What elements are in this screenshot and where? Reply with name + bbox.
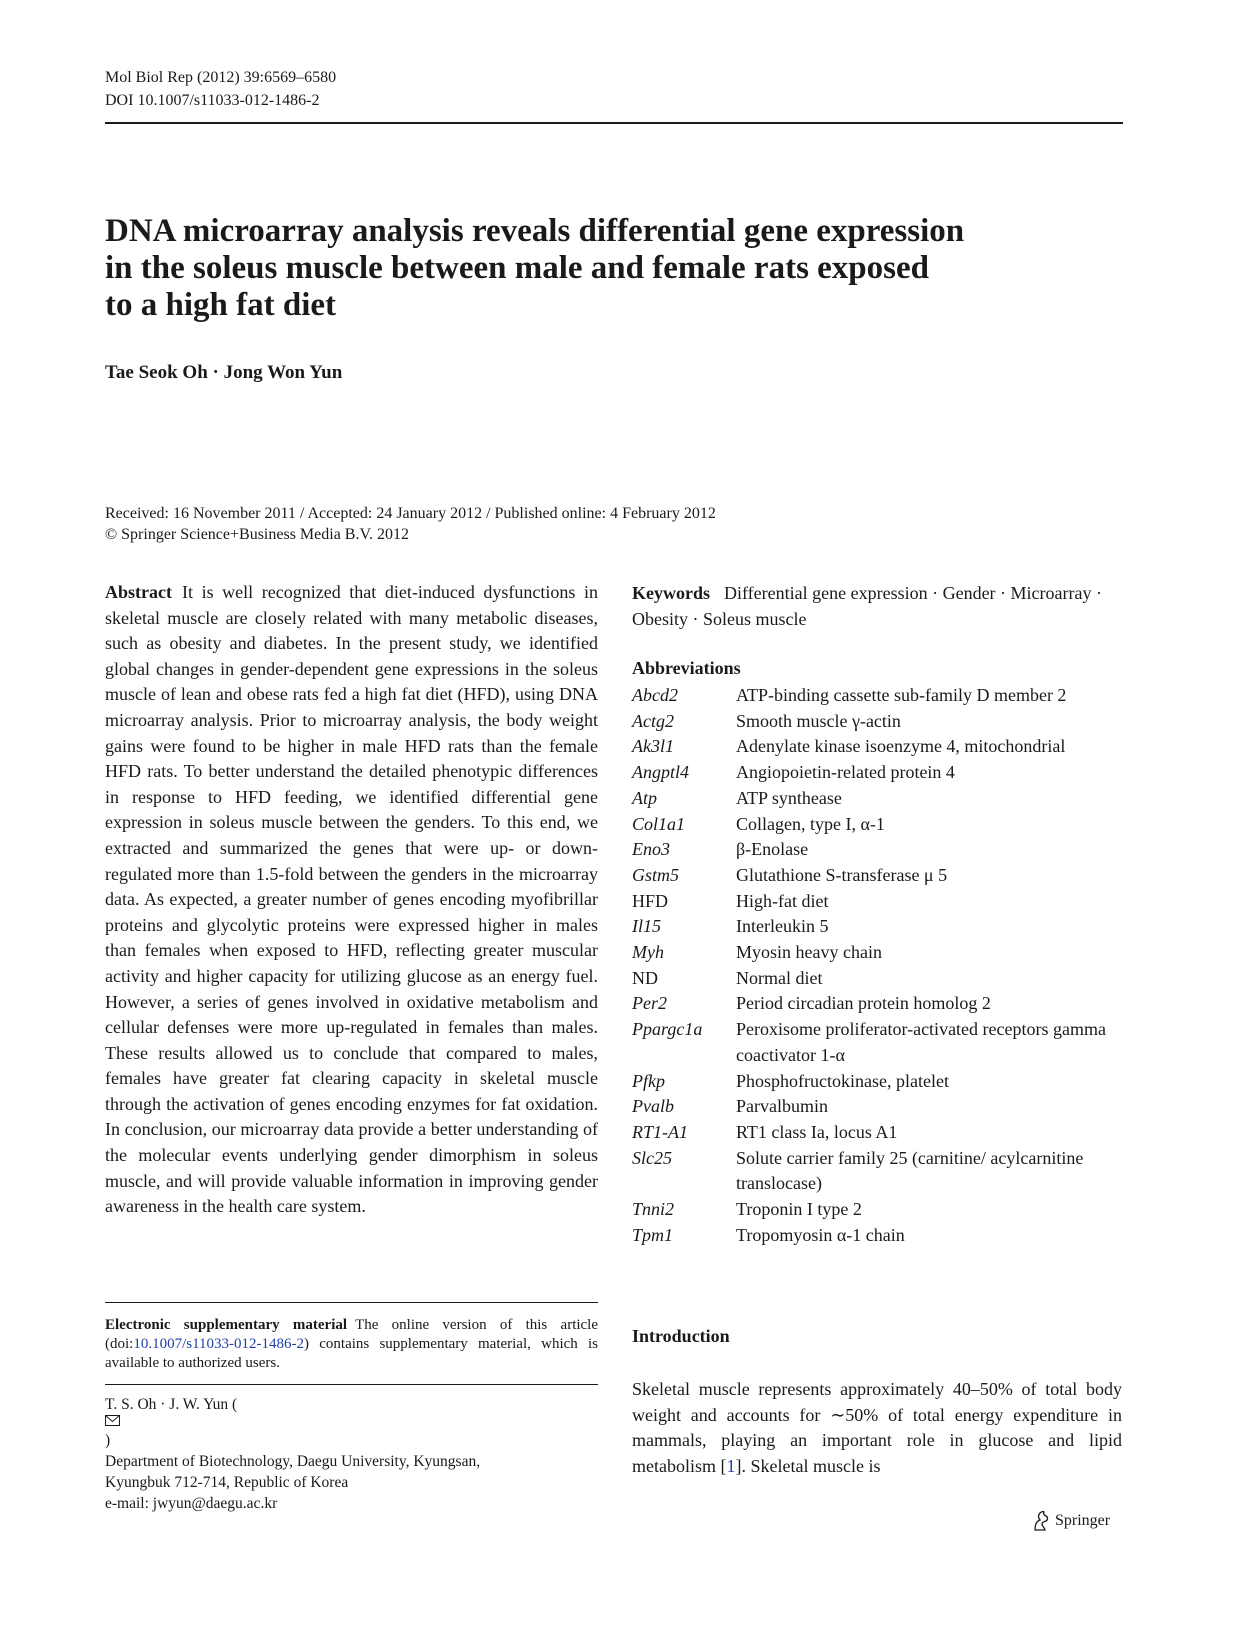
supplementary-text-before: The online version of this article (doi: xyxy=(105,1317,599,1352)
springer-logo xyxy=(1031,1510,1110,1532)
abbreviation-term: RT1-A1 xyxy=(632,1121,688,1142)
affiliation-divider xyxy=(105,1384,598,1385)
abbreviation-row xyxy=(632,734,1132,760)
abbreviation-row xyxy=(632,1223,1132,1249)
copyright-line: © Springer Science+Business Media B.V. 2012 xyxy=(105,526,409,543)
abbreviation-row xyxy=(632,683,1132,709)
abbreviation-term: Tnni2 xyxy=(632,1199,675,1220)
abbreviation-definition: Smooth muscle γ-actin xyxy=(736,710,901,731)
abbreviation-definition: High-fat diet xyxy=(736,890,829,911)
keywords xyxy=(632,580,1122,632)
affiliation xyxy=(105,1394,598,1514)
abbreviation-term: Atp xyxy=(632,787,657,808)
abbreviation-row xyxy=(632,709,1132,735)
abbreviation-term: Gstm5 xyxy=(632,864,680,885)
abstract-label: Abstract xyxy=(105,582,172,602)
abbreviation-row xyxy=(632,1094,1132,1120)
abbreviation-definition: Glutathione S-transferase μ 5 xyxy=(736,864,948,885)
abbreviation-definition: Solute carrier family 25 (carnitine/ acylcarnitine translocase) xyxy=(736,1147,1084,1194)
abbreviation-definition: ATP synthease xyxy=(736,787,842,808)
title-line: DNA microarray analysis reveals differential gene expression xyxy=(105,213,965,249)
abbreviation-term: Il15 xyxy=(632,916,661,937)
abbreviation-definition: Tropomyosin α-1 chain xyxy=(736,1224,905,1245)
abbreviation-definition: Myosin heavy chain xyxy=(736,942,882,963)
author-initials xyxy=(105,1394,598,1451)
email[interactable]: e-mail: jwyun@daegu.ac.kr xyxy=(105,1495,278,1512)
title-line: in the soleus muscle between male and female rats exposed xyxy=(105,250,930,286)
abbreviation-term: Angptl4 xyxy=(632,762,689,783)
abbreviation-term: Slc25 xyxy=(632,1147,672,1168)
abbreviation-definition: Collagen, type I, α-1 xyxy=(736,813,885,834)
supplementary-label: Electronic supplementary material xyxy=(105,1317,348,1333)
abbreviation-definition: Angiopoietin-related protein 4 xyxy=(736,762,955,783)
abbreviation-term: Abcd2 xyxy=(632,685,678,705)
keywords-label: Keywords xyxy=(632,583,710,603)
publication-dates xyxy=(105,503,716,545)
abbreviations-heading: Abbreviations xyxy=(632,658,741,678)
abbreviation-term: Eno3 xyxy=(632,839,670,860)
abbreviations-list xyxy=(632,683,1132,1248)
abbreviation-definition: RT1 class Ia, locus A1 xyxy=(736,1121,898,1142)
abbreviation-term: Pvalb xyxy=(632,1096,674,1117)
author-initials-close: ) xyxy=(105,1432,111,1449)
abbreviation-row xyxy=(632,966,1132,992)
introduction-text-before: Skeletal muscle represents approximately 40–50% of total body weight and accounts for ∼50% of total energy expenditure in mammals, playing an important role in glucose and lipid metabolism [ xyxy=(632,1379,1122,1476)
abbreviation-row xyxy=(632,1017,1132,1068)
article-title xyxy=(105,213,1105,324)
doi-line: DOI 10.1007/s11033-012-1486-2 xyxy=(105,92,320,109)
abbreviation-definition: Troponin I type 2 xyxy=(736,1199,862,1220)
author-initials-text: T. S. Oh · J. W. Yun ( xyxy=(105,1396,238,1413)
abbreviation-term: Pfkp xyxy=(632,1070,665,1091)
citation-link[interactable]: 1 xyxy=(726,1455,736,1476)
abbreviation-term: HFD xyxy=(632,890,669,911)
abbreviation-row xyxy=(632,991,1132,1017)
abstract xyxy=(105,580,598,1220)
abbreviation-term: Myh xyxy=(632,942,664,963)
abbreviation-definition: Phosphofructokinase, platelet xyxy=(736,1070,949,1091)
abbreviation-row xyxy=(632,889,1132,915)
abbreviation-definition: Period circadian protein homolog 2 xyxy=(736,993,991,1014)
abbreviation-term: Actg2 xyxy=(632,710,674,731)
journal-citation: Mol Biol Rep (2012) 39:6569–6580 xyxy=(105,69,337,86)
abbreviation-definition: β-Enolase xyxy=(736,839,809,860)
abbreviation-term: Per2 xyxy=(632,993,667,1014)
introduction-heading: Introduction xyxy=(632,1326,730,1346)
keywords-text: Differential gene expression · Gender · Microarray · Obesity · Soleus muscle xyxy=(632,583,1102,629)
supplementary-material xyxy=(105,1316,598,1373)
abbreviation-definition: Parvalbumin xyxy=(736,1096,828,1117)
abbreviation-row xyxy=(632,863,1132,889)
abstract-text: It is well recognized that diet-induced dysfunctions in skeletal muscle are closely related with many metabolic diseases, such as obesity and diabetes. In the present study, we identified global changes in gender-dependent gene expressions in the soleus muscle of lean and obese rats fed a high fat diet (HFD), using DNA microarray analysis. Prior to microarray analysis, the body weight gains were found to be higher in male HFD rats than the female HFD rats. To better understand the detailed phenotypic differences in response to HFD feeding, we identified differential gene expression in soleus muscle between the genders. To this end, we extracted and summarized the genes that were up- or down-regulated more than 1.5-fold between the genders in the microarray data. As expected, a greater number of genes encoding myofibrillar proteins and glycolytic proteins were expressed higher in males than females when exposed to HFD, reflecting greater muscular activity and higher capacity for utilizing glucose as an energy fuel. However, a series of genes involved in oxidative metabolism and cellular defenses were more up-regulated in females than males. These results allowed us to conclude that compared to males, females have greater fat clearing capacity in skeletal muscle through the activation of genes encoding enzymes for fat oxidation. In conclusion, our microarray data provide a better understanding of the molecular events underlying gender dimorphism in soleus muscle, and will provide valuable information in improving gender awareness in the health care system. xyxy=(105,582,598,1217)
abbreviation-row xyxy=(632,1120,1132,1146)
abbreviation-term: Col1a1 xyxy=(632,813,686,834)
abbreviation-term: Tpm1 xyxy=(632,1224,674,1245)
abbreviation-term: ND xyxy=(632,967,658,988)
introduction-text-after: ]. Skeletal muscle is xyxy=(735,1455,881,1476)
abbreviation-row xyxy=(632,812,1132,838)
abbreviation-row xyxy=(632,1197,1132,1223)
journal-reference xyxy=(105,66,336,112)
history-dates: Received: 16 November 2011 / Accepted: 24 January 2012 / Published online: 4 February 2012 xyxy=(105,505,716,522)
springer-horse-icon xyxy=(1031,1510,1051,1532)
abbreviation-definition: Adenylate kinase isoenzyme 4, mitochondrial xyxy=(736,736,1066,757)
introduction-text xyxy=(632,1377,1122,1479)
abbreviation-row xyxy=(632,914,1132,940)
abbreviation-row xyxy=(632,760,1132,786)
envelope-icon xyxy=(105,1415,598,1430)
supplementary-divider xyxy=(105,1302,598,1303)
authors: Tae Seok Oh · Jong Won Yun xyxy=(105,362,343,383)
abbreviation-row xyxy=(632,1146,1132,1197)
header-divider xyxy=(105,122,1123,124)
abbreviation-definition: Normal diet xyxy=(736,967,823,988)
abbreviation-row xyxy=(632,1069,1132,1095)
publisher-name: Springer xyxy=(1055,1512,1111,1529)
abbreviation-definition: Interleukin 5 xyxy=(736,916,829,937)
abbreviation-definition: Peroxisome proliferator-activated receptors gamma coactivator 1-α xyxy=(736,1019,1106,1065)
supplementary-text-after: ) contains supplementary material, which is available to authorized users. xyxy=(105,1336,598,1371)
abbreviation-definition: ATP-binding cassette sub-family D member 2 xyxy=(736,685,1067,705)
title-line: to a high fat diet xyxy=(105,287,336,323)
abbreviation-term: Ppargc1a xyxy=(632,1019,703,1040)
abbreviation-row xyxy=(632,837,1132,863)
address: Kyungbuk 712-714, Republic of Korea xyxy=(105,1474,349,1491)
department: Department of Biotechnology, Daegu University, Kyungsan, xyxy=(105,1453,481,1470)
supplementary-doi-link[interactable]: 10.1007/s11033-012-1486-2 xyxy=(133,1336,305,1352)
abbreviation-term: Ak3l1 xyxy=(632,736,674,757)
abbreviation-row xyxy=(632,786,1132,812)
abbreviation-row xyxy=(632,940,1132,966)
